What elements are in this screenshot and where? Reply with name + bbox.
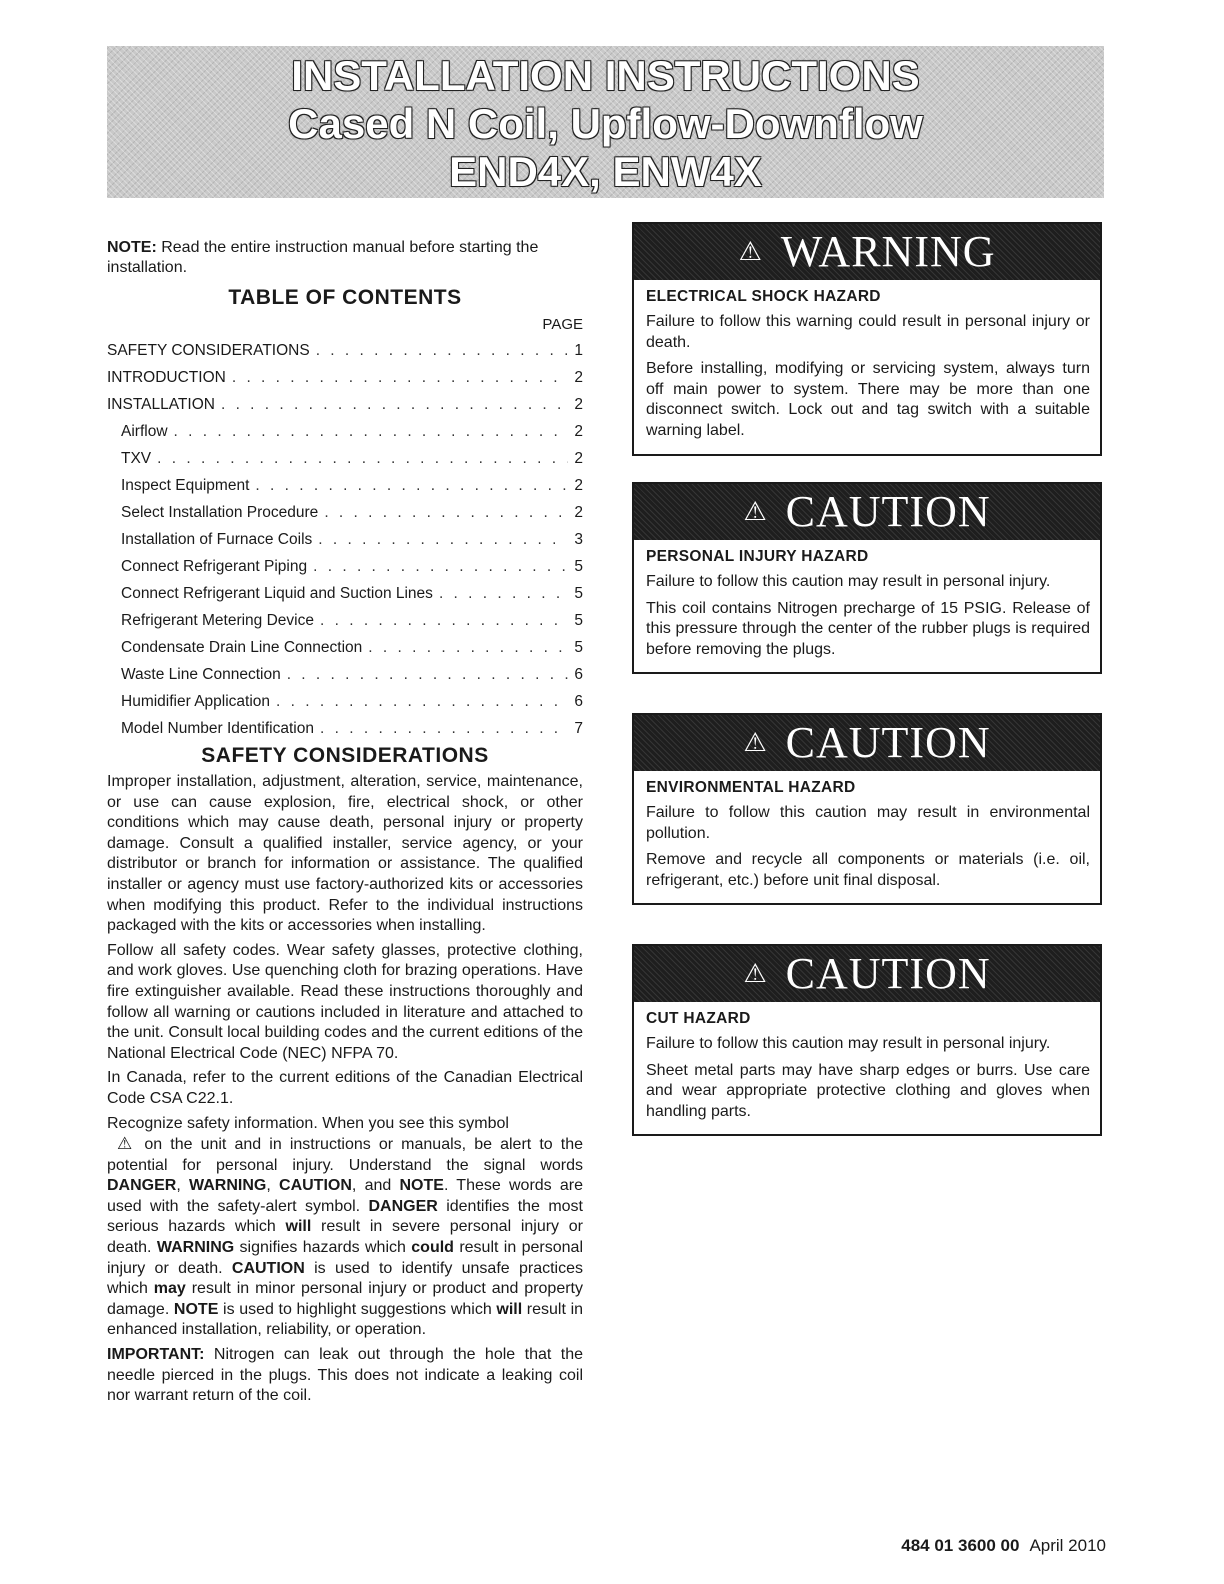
toc-page-header: PAGE bbox=[542, 316, 583, 333]
note-text: Read the entire instruction manual before starting the installation. bbox=[107, 239, 539, 276]
warning-header: ⚠ WARNING bbox=[634, 224, 1100, 280]
toc-item[interactable]: Inspect Equipment . . . 2 bbox=[107, 472, 583, 499]
toc-item[interactable]: Select Installation Procedure . . . 2 bbox=[107, 499, 583, 526]
title-line-1: INSTALLATION INSTRUCTIONS bbox=[291, 52, 920, 99]
hazard-title: CUT HAZARD bbox=[646, 1010, 751, 1027]
toc-item[interactable]: INSTALLATION . . . 2 bbox=[107, 391, 583, 418]
toc-item[interactable]: Installation of Furnace Coils . . . 3 bbox=[107, 526, 583, 553]
safety-paragraph-4: Recognize safety information. When you see this symbol ⚠ on the unit and in instructions or manuals, be alert to the potential for personal injury. Understand the signal words DANGER, WARNING, CAUTION, and NOTE. These words are used with the safety-alert symbol. DANGER identifies the most serious hazards which will result in severe personal injury or death. WARNING signifies hazards which could result in personal injury or death. CAUTION is used to identify unsafe practices which may result in minor personal injury or product and property damage. NOTE is used to highlight suggestions which will result in enhanced installation, reliability, or operation. bbox=[107, 1114, 584, 1339]
warning-triangle-icon: ⚠ bbox=[743, 728, 768, 758]
warning-box-electrical bbox=[632, 222, 1102, 456]
toc-item[interactable]: TXV . . . 2 bbox=[107, 445, 583, 472]
important-label: IMPORTANT: bbox=[107, 1346, 205, 1364]
document-date: April 2010 bbox=[1029, 1536, 1106, 1555]
title-line-3: END4X, ENW4X bbox=[449, 148, 762, 195]
safety-paragraph-3: In Canada, refer to the current editions of the Canadian Electrical Code CSA C22.1. bbox=[107, 1069, 583, 1107]
intro-note bbox=[107, 238, 583, 278]
left-column bbox=[107, 238, 583, 1411]
hazard-instruction: Remove and recycle all components or materials (i.e. oil, refrigerant, etc.) before unit final disposal. bbox=[646, 851, 1090, 889]
hazard-consequence: Failure to follow this caution may result in personal injury. bbox=[646, 573, 1051, 590]
title-line-2: Cased N Coil, Upflow-Downflow bbox=[288, 100, 923, 147]
document-number: 484 01 3600 00 bbox=[901, 1536, 1020, 1555]
toc-item[interactable]: Airflow . . . 2 bbox=[107, 418, 583, 445]
toc-item[interactable]: Connect Refrigerant Piping . . . 5 bbox=[107, 553, 583, 580]
hazard-instruction: This coil contains Nitrogen precharge of 15 PSIG. Release of this pressure through the center of the rubber plugs is required before removing the plugs. bbox=[646, 599, 1090, 658]
safety-paragraph-2: Follow all safety codes. Wear safety glasses, protective clothing, and work gloves. Use quenching cloth for brazing operations. Have fire extinguisher available. Read these instructions thoroughly and follow all warning or cautions included in literature and attached to the unit. Consult local building codes and the current editions of the National Electrical Code (NEC) NFPA 70. bbox=[107, 941, 583, 1062]
caution-box-environmental bbox=[632, 713, 1102, 905]
note-label: NOTE: bbox=[107, 239, 157, 256]
hazard-consequence: Failure to follow this warning could result in personal injury or death. bbox=[646, 313, 1090, 351]
warning-triangle-icon: ⚠ bbox=[738, 237, 763, 267]
caution-header: ⚠ CAUTION bbox=[634, 946, 1100, 1002]
toc-item[interactable]: Waste Line Connection . . . 6 bbox=[107, 661, 583, 688]
title-banner bbox=[107, 46, 1104, 198]
caution-box-cut bbox=[632, 944, 1102, 1136]
toc-item[interactable]: Humidifier Application . . . 6 bbox=[107, 688, 583, 715]
toc-item[interactable]: INTRODUCTION . . . 2 bbox=[107, 364, 583, 391]
warning-triangle-icon: ⚠ bbox=[743, 959, 768, 989]
toc-item[interactable]: Condensate Drain Line Connection . . . 5 bbox=[107, 634, 583, 661]
safety-alert-icon: ⚠ bbox=[117, 1134, 133, 1154]
hazard-instruction: Sheet metal parts may have sharp edges or burrs. Use care and wear appropriate protective clothing and gloves when handling parts. bbox=[646, 1061, 1090, 1120]
toc-title: TABLE OF CONTENTS bbox=[228, 286, 462, 309]
hazard-consequence: Failure to follow this caution may result in environmental pollution. bbox=[646, 804, 1090, 842]
table-of-contents bbox=[107, 337, 583, 742]
safety-paragraph-5: IMPORTANT: Nitrogen can leak out through the hole that the needle pierced in the plugs. This does not indicate a leaking coil nor warrant return of the coil. bbox=[107, 1346, 583, 1405]
toc-item[interactable]: Refrigerant Metering Device . . . 5 bbox=[107, 607, 583, 634]
toc-item[interactable]: SAFETY CONSIDERATIONS . . . 1 bbox=[107, 337, 583, 364]
warning-triangle-icon: ⚠ bbox=[743, 497, 768, 527]
caution-header: ⚠ CAUTION bbox=[634, 715, 1100, 771]
caution-box-personal-injury bbox=[632, 482, 1102, 674]
toc-item[interactable]: Connect Refrigerant Liquid and Suction Lines . . . 5 bbox=[107, 580, 583, 607]
safety-title: SAFETY CONSIDERATIONS bbox=[201, 744, 489, 767]
caution-header: ⚠ CAUTION bbox=[634, 484, 1100, 540]
hazard-title: PERSONAL INJURY HAZARD bbox=[646, 548, 869, 565]
hazard-instruction: Before installing, modifying or servicing system, always turn off main power to system. There may be more than one disconnect switch. Lock out and tag switch with a suitable warning label. bbox=[646, 360, 1090, 439]
toc-item[interactable]: Model Number Identification . . . 7 bbox=[107, 715, 583, 742]
safety-paragraph-1: Improper installation, adjustment, alteration, service, maintenance, or use can cause explosion, fire, electrical shock, or other conditions which may cause death, personal injury or property damage. Consult a qualified installer, service agency, or your distributor or branch for information or assistance. The qualified installer or agency must use factory-authorized kits or accessories when modifying this product. Refer to the individual instructions packaged with the kits or accessories when installing. bbox=[107, 773, 583, 935]
hazard-title: ELECTRICAL SHOCK HAZARD bbox=[646, 288, 881, 305]
footer bbox=[901, 1536, 1106, 1556]
hazard-consequence: Failure to follow this caution may result in personal injury. bbox=[646, 1035, 1051, 1052]
hazard-title: ENVIRONMENTAL HAZARD bbox=[646, 779, 856, 796]
